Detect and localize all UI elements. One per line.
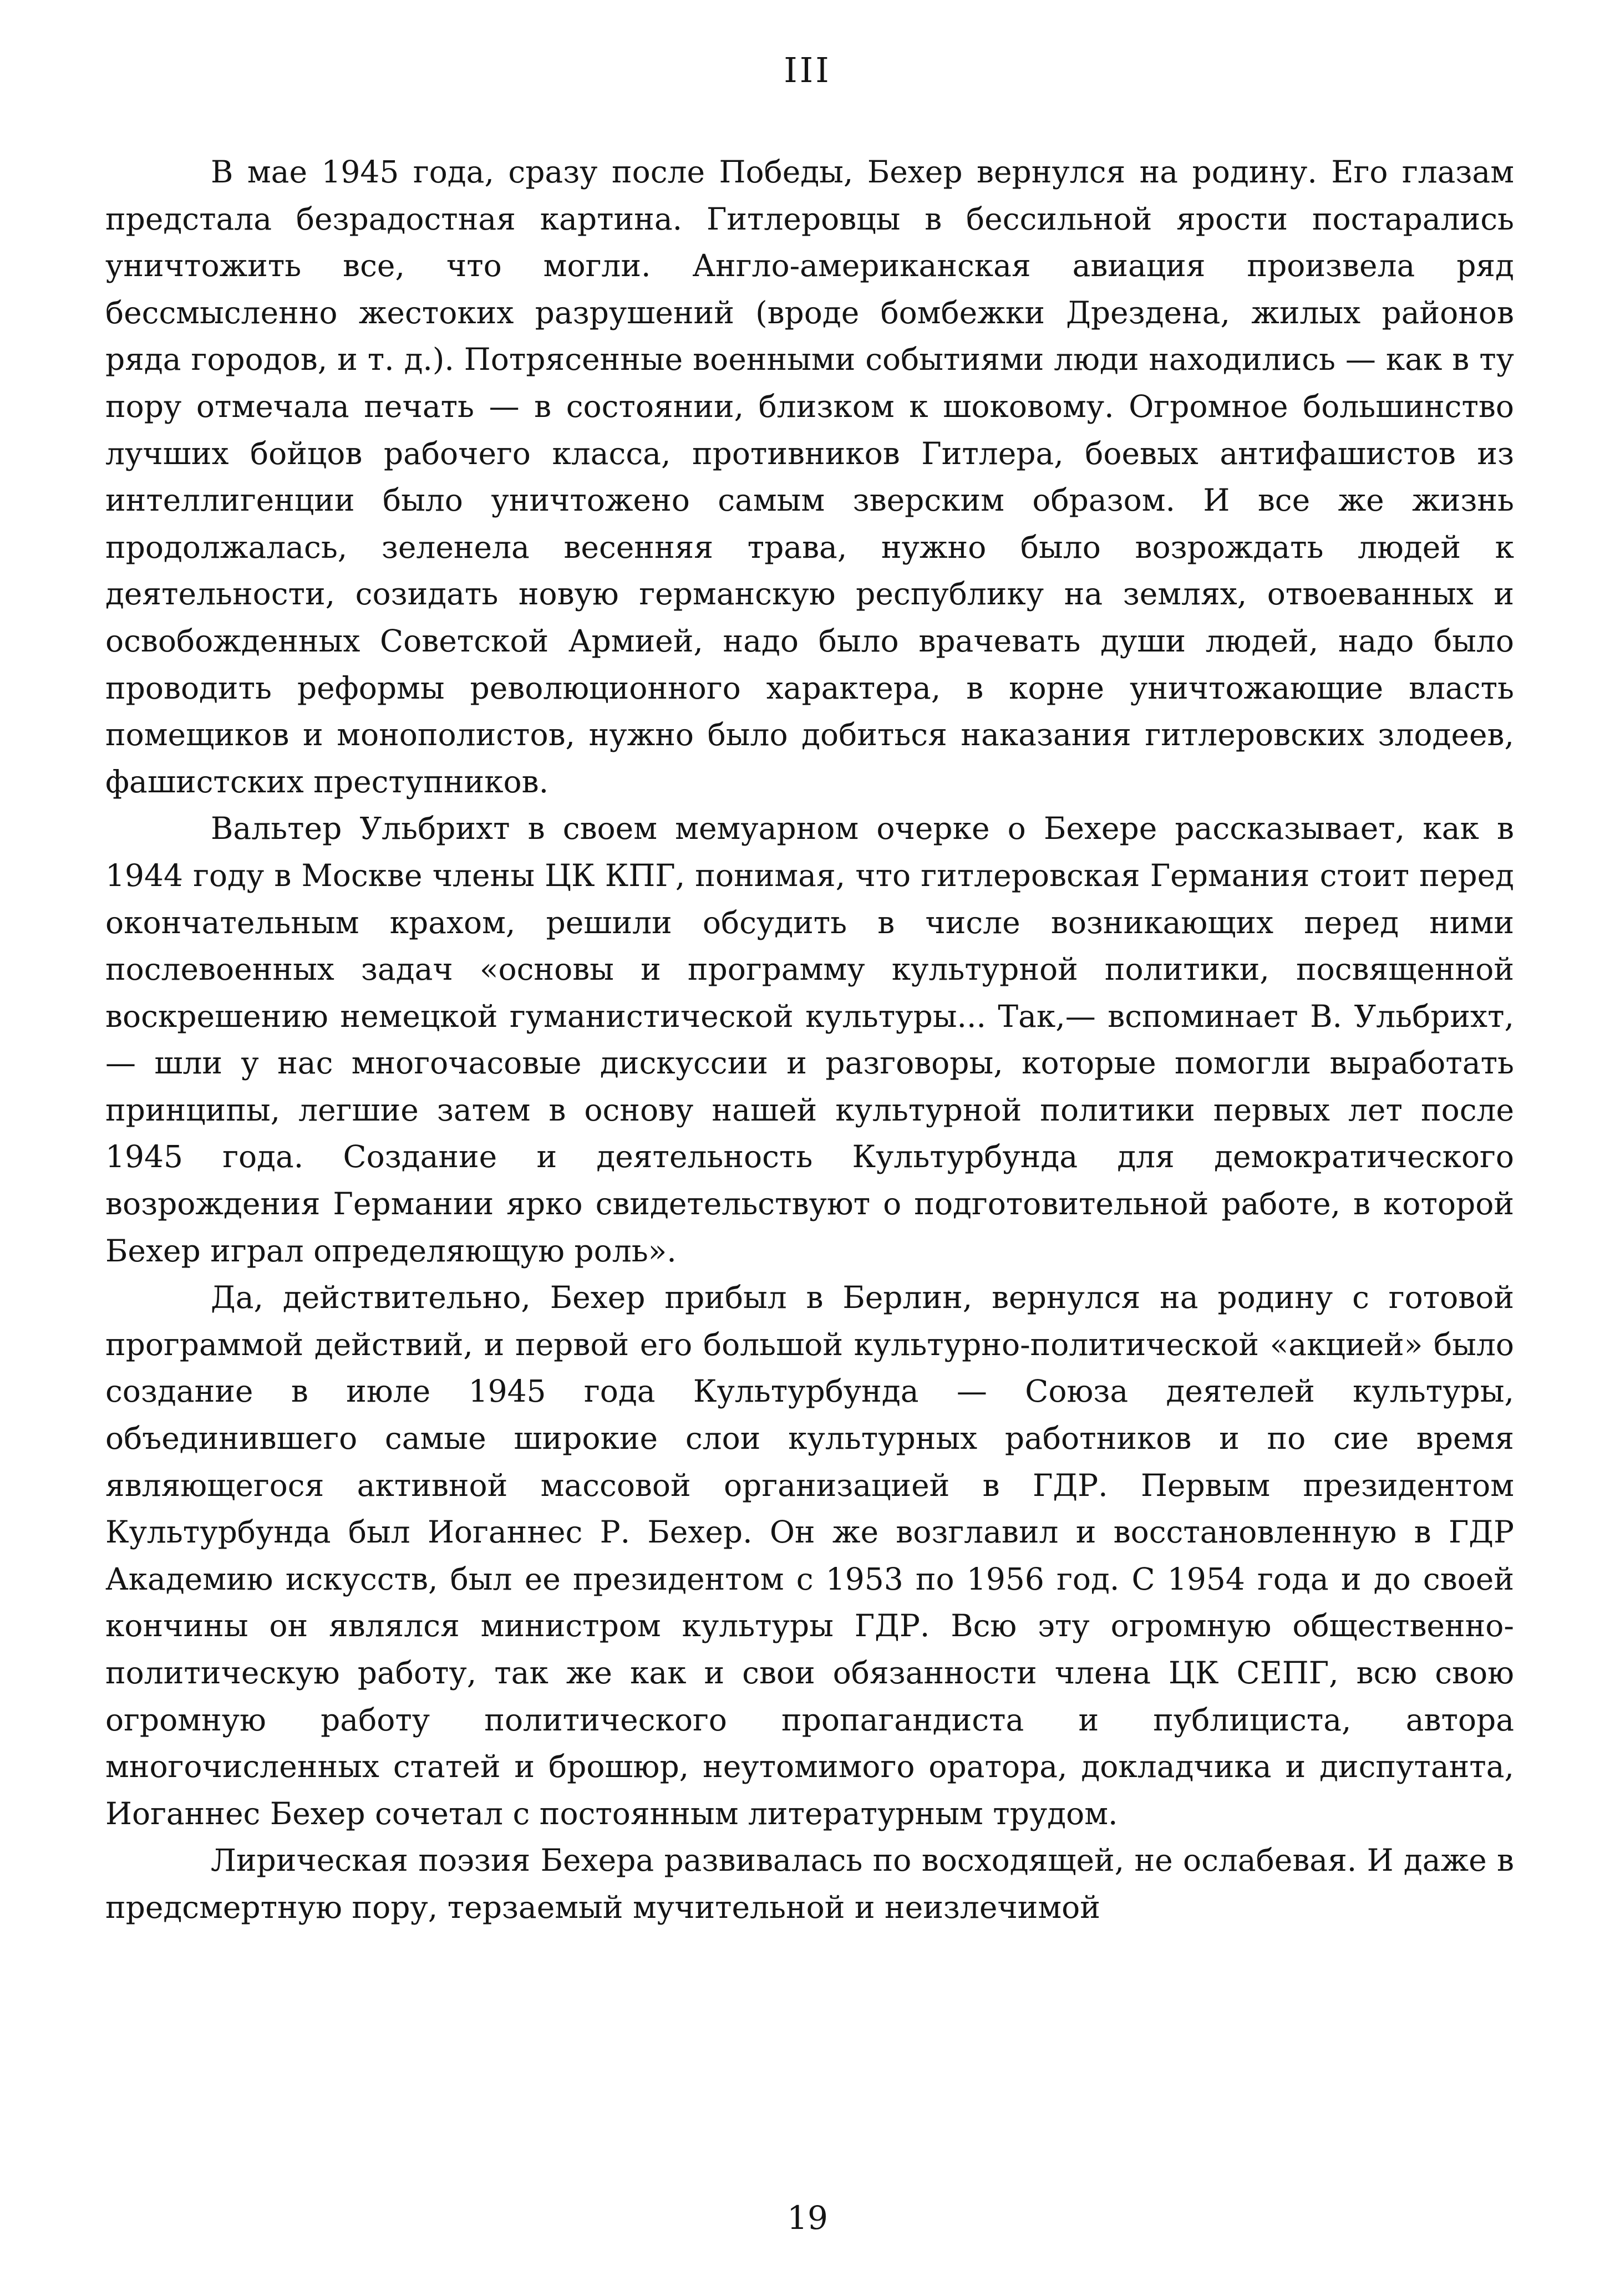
page-number: 19	[787, 2199, 828, 2237]
paragraph-3: Да, действительно, Бехер прибыл в Берлин, вернулся на родину с готовой программой действий, и первой его большой культурно-политической «акцией» было создание в июле 1945 года Культурбунда — Союза деятелей культуры, объединившего самые широкие слои культурных работников и по сие время являющегося активной массовой организацией в ГДР. Первым президентом Культурбунда был Иоганнес Р. Бехер. Он же возглавил и восстановленную в ГДР Академию искусств, был ее президентом с 1953 по 1956 год. С 1954 года и до своей кончины он являлся министром культуры ГДР. Всю эту огромную общественно-политическую работу, так же как и свои обязанности члена ЦК СЕПГ, всю свою огромную работу политического пропагандиста и публициста, автора многочисленных статей и брошюр, неутомимого оратора, докладчика и диспутанта, Иоганнес Бехер сочетал с постоянным литературным трудом.	[105, 1280, 1514, 1831]
paragraph-4: Лирическая поэзия Бехера развивалась по восходящей, не ослабевая. И даже в предсмертную пору, терзаемый мучительной и неизлечимой	[105, 1842, 1514, 1925]
paragraph-2: Вальтер Ульбрихт в своем мемуарном очерке о Бехере рассказывает, как в 1944 году в Москве члены ЦК КПГ, понимая, что гитлеровская Германия стоит перед окончательным крахом, решили обсудить в числе возникающих перед ними послевоенных задач «основы и программу культурной политики, посвященной воскрешению немецкой гуманистической культуры... Так,— вспоминает В. Ульбрихт,— шли у нас многочасовые дискуссии и разговоры, которые помогли выработать принципы, легшие затем в основу нашей культурной политики первых лет после 1945 года. Создание и деятельность Культурбунда для демократического возрождения Германии ярко свидетельствуют о подготовительной работе, в которой Бехер играл определяющую роль».	[105, 811, 1514, 1269]
paragraph-1: В мае 1945 года, сразу после Победы, Бехер вернулся на родину. Его глазам предстала безрадостная картина. Гитлеровцы в бессильной ярости постарались уничтожить все, что могли. Англо-американская авиация произвела ряд бессмысленно жестоких разрушений (вроде бомбежки Дрездена, жилых районов ряда городов, и т. д.). Потрясенные военными событиями люди находились — как в ту пору отмечала печать — в состоянии, близком к шоковому. Огромное большинство лучших бойцов рабочего класса, противников Гитлера, боевых антифашистов из интеллигенции было уничтожено самым зверским образом. И все же жизнь продолжалась, зеленела весенняя трава, нужно было возрождать людей к деятельности, созидать новую германскую республику на землях, отвоеванных и освобожденных Советской Армией, надо было врачевать души людей, надо было проводить реформы революционного характера, в корне уничтожающие власть помещиков и монополистов, нужно было добиться наказания гитлеровских злодеев, фашистских преступников.	[105, 154, 1514, 800]
section-number: III	[784, 50, 831, 90]
body-text	[105, 149, 1514, 1931]
